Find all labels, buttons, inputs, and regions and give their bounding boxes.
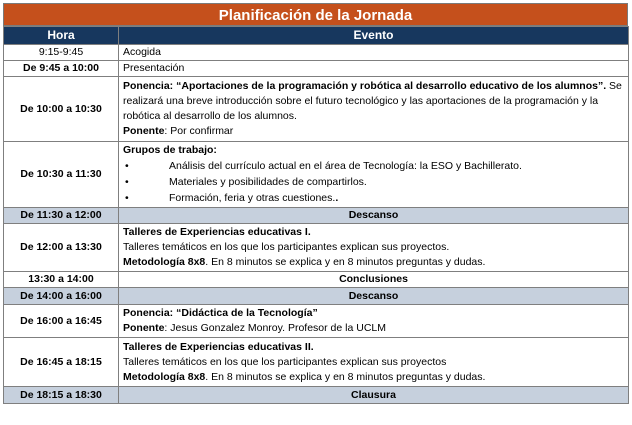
ponencia-title: “Didáctica de la Tecnología”	[173, 307, 318, 319]
table-row	[4, 77, 629, 142]
row-time: De 12:00 a 13:30	[4, 224, 119, 272]
list-item: • Análisis del currículo actual en el área de Tecnología: la ESO y Bachillerato.	[125, 160, 522, 172]
table-header-row	[4, 27, 629, 45]
method-label: Metodología 8x8	[123, 370, 206, 383]
row-time: De 9:45 a 10:00	[4, 61, 119, 77]
page-title: Planificación de la Jornada	[3, 3, 628, 26]
row-event	[119, 305, 629, 338]
ponente-value: : Por confirmar	[164, 125, 234, 137]
ponente-label: Ponente	[123, 322, 165, 334]
taller-text: Talleres temáticos en los que los participantes explican sus proyectos.	[123, 241, 450, 253]
method-text: . En 8 minutos se explica y en 8 minutos preguntas y dudas.	[205, 370, 486, 383]
row-event	[119, 224, 629, 272]
row-event	[119, 77, 629, 142]
row-event: Descanso	[119, 208, 629, 224]
row-time: De 10:00 a 10:30	[4, 77, 119, 142]
row-event	[119, 338, 629, 387]
taller-label: Talleres de Experiencias educativas II.	[123, 340, 314, 353]
row-time: De 11:30 a 12:00	[4, 208, 119, 224]
table-row	[4, 305, 629, 338]
row-time: De 16:45 a 18:15	[4, 338, 119, 387]
row-time: 9:15-9:45	[4, 45, 119, 61]
schedule-table	[3, 26, 629, 404]
ponente-label: Ponente	[123, 125, 165, 137]
taller-label: Talleres de Experiencias educativas I.	[123, 226, 311, 238]
list-item: • Materiales y posibilidades de compartirlos.	[125, 176, 367, 188]
table-row	[4, 387, 629, 404]
row-event: Presentación	[119, 61, 629, 77]
ponente-value: : Jesus Gonzalez Monroy. Profesor de la UCLM	[164, 322, 386, 334]
ponente-line	[123, 321, 624, 336]
ponente-line	[123, 124, 624, 139]
table-row	[4, 288, 629, 305]
ponencia-description: Se realizará una breve introducción sobre el futuro tecnológico y las aportaciones de la programación y la robótica al desarrollo de los alumnos.	[123, 80, 622, 122]
table-row	[4, 224, 629, 272]
method-text: . En 8 minutos se explica y en 8 minutos preguntas y dudas.	[205, 256, 486, 268]
row-event: Clausura	[119, 387, 629, 404]
ponencia-label: Ponencia:	[123, 307, 174, 319]
ponencia-label: Ponencia:	[123, 80, 174, 92]
table-row	[4, 142, 629, 208]
table-row	[4, 338, 629, 387]
row-event	[119, 142, 629, 208]
table-row	[4, 208, 629, 224]
row-time: De 18:15 a 18:30	[4, 387, 119, 404]
row-time: De 16:00 a 16:45	[4, 305, 119, 338]
table-row	[4, 45, 629, 61]
bullet-icon: •	[125, 176, 129, 188]
bullet-list	[123, 158, 624, 206]
row-event: Descanso	[119, 288, 629, 305]
ponencia-title: “Aportaciones de la programación y robótica al desarrollo educativo de los alumnos”.	[173, 80, 607, 92]
row-time: De 10:30 a 11:30	[4, 142, 119, 208]
table-row	[4, 272, 629, 288]
row-time: De 14:00 a 16:00	[4, 288, 119, 305]
header-evento: Evento	[119, 27, 629, 45]
header-hora: Hora	[4, 27, 119, 45]
list-item: • Formación, feria y otras cuestiones..	[125, 192, 339, 204]
table-row	[4, 61, 629, 77]
bullet-icon: •	[125, 160, 129, 172]
grupos-label: Grupos de trabajo:	[123, 144, 217, 156]
method-line	[123, 255, 624, 270]
bullet-icon: •	[125, 192, 129, 204]
method-label: Metodología 8x8	[123, 256, 206, 268]
method-line	[123, 370, 624, 385]
row-event: Acogida	[119, 45, 629, 61]
ponencia-text	[123, 79, 624, 124]
row-time: 13:30 a 14:00	[4, 272, 119, 288]
taller-text: Talleres temáticos en los que los participantes explican sus proyectos	[123, 355, 447, 368]
row-event: Conclusiones	[119, 272, 629, 288]
schedule-document	[3, 3, 628, 404]
